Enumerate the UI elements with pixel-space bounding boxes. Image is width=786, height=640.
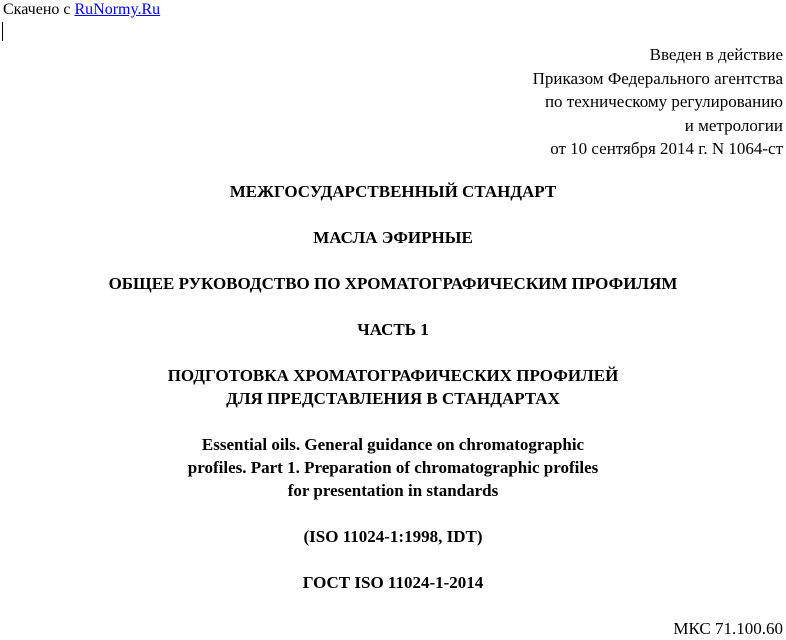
english-title-line: profiles. Part 1. Preparation of chromatographic profiles	[187, 458, 599, 477]
english-title-line: Essential oils. General guidance on chromatographic	[201, 435, 585, 454]
standard-guidance-title: ОБЩЕЕ РУКОВОДСТВО ПО ХРОМАТОГРАФИЧЕСКИМ ПРОФИЛЯМ	[108, 274, 678, 293]
enactment-line: и метрологии	[684, 115, 783, 135]
standard-subject: МАСЛА ЭФИРНЫЕ	[313, 228, 473, 247]
enactment-line: по техническому регулированию	[544, 92, 783, 112]
mks-classification: МКС 71.100.60	[673, 619, 783, 638]
enactment-line: Приказом Федерального агентства	[532, 68, 783, 88]
source-link[interactable]: RuNormy.Ru	[74, 1, 161, 18]
standard-type: МЕЖГОСУДАРСТВЕННЫЙ СТАНДАРТ	[229, 182, 557, 201]
source-prefix: Скачено с	[3, 1, 75, 18]
subtitle-line: ДЛЯ ПРЕДСТАВЛЕНИЯ В СТАНДАРТАХ	[226, 389, 560, 408]
enactment-line: Введен в действие	[649, 45, 783, 64]
enactment-line: от 10 сентября 2014 г. N 1064-ст	[550, 139, 783, 159]
text-cursor	[2, 22, 3, 41]
subtitle-line: ПОДГОТОВКА ХРОМАТОГРАФИЧЕСКИХ ПРОФИЛЕЙ	[167, 366, 619, 385]
standard-subtitle	[0, 364, 786, 410]
gost-code: ГОСТ ISO 11024-1-2014	[302, 573, 484, 592]
source-line	[3, 0, 160, 20]
iso-reference: (ISO 11024-1:1998, IDT)	[303, 527, 483, 546]
english-title-line: for presentation in standards	[287, 481, 499, 500]
english-title	[0, 433, 786, 502]
enactment-note	[533, 43, 783, 161]
standard-part: ЧАСТЬ 1	[357, 320, 429, 339]
